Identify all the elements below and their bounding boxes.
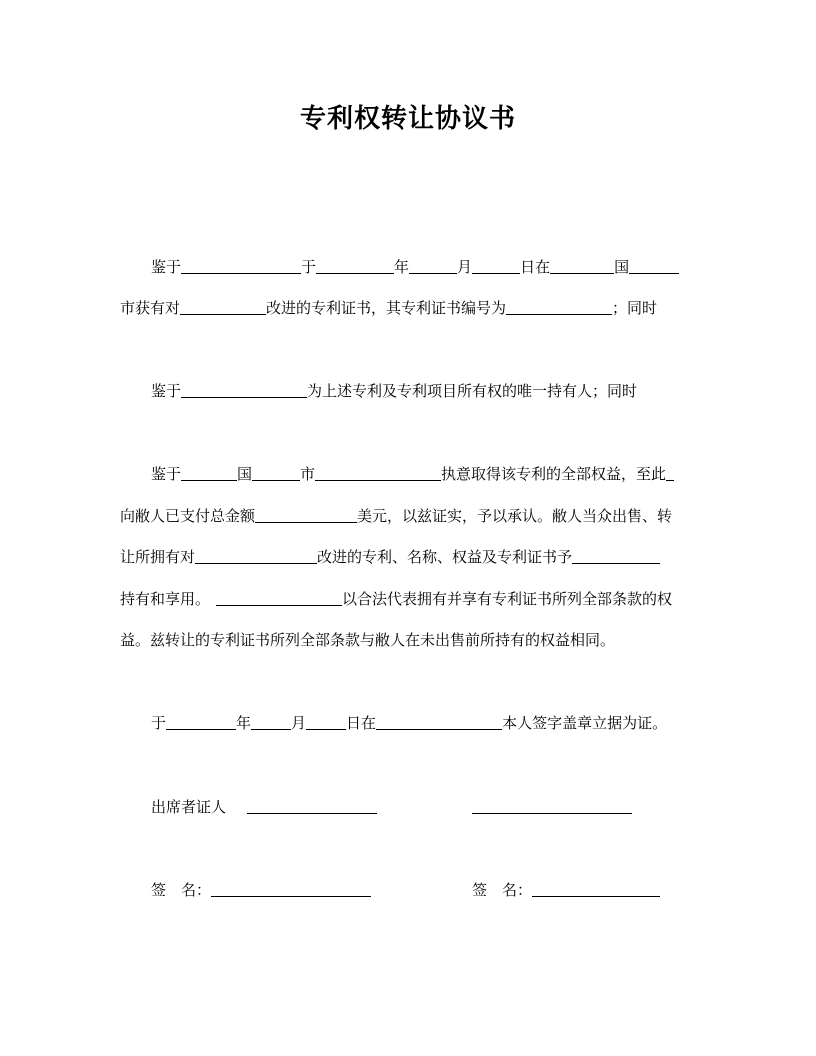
paragraph-1-line-2 bbox=[120, 297, 657, 319]
text-segment: 日在 bbox=[346, 714, 377, 732]
witness-signature-blank bbox=[472, 796, 632, 814]
text-segment: 以合法代表拥有并享有专利证书所列全部条款的权 bbox=[342, 590, 673, 608]
text-segment: 市 bbox=[300, 465, 316, 483]
blank-field bbox=[376, 712, 502, 730]
paragraph-3-line-1 bbox=[151, 463, 674, 485]
witness-label: 出席者证人 bbox=[151, 798, 227, 816]
blank-field bbox=[181, 463, 237, 481]
text-segment: 向敝人已支付总金额 bbox=[120, 507, 256, 525]
text-segment: 美元，以兹证实，予以承认。敝人当众出售、转 bbox=[357, 507, 673, 525]
paragraph-3-line-5 bbox=[120, 629, 615, 651]
text-segment: 鉴于 bbox=[151, 258, 182, 276]
blank-field bbox=[252, 463, 300, 481]
signature-blank bbox=[532, 879, 660, 897]
blank-field bbox=[315, 463, 441, 481]
text-segment: 年 bbox=[394, 258, 410, 276]
text-segment: 于 bbox=[151, 714, 167, 732]
blank-field bbox=[472, 256, 520, 274]
text-segment: 日在 bbox=[520, 258, 551, 276]
blank-field bbox=[306, 712, 346, 730]
text-segment: 鉴于 bbox=[151, 465, 182, 483]
text-segment: 本人签字盖章立据为证。 bbox=[502, 714, 668, 732]
text-segment: 改进的专利证书，其专利证书编号为 bbox=[266, 299, 507, 317]
text-segment: 持有和享用。 bbox=[120, 590, 211, 608]
paragraph-3-line-2 bbox=[120, 505, 672, 527]
blank-field bbox=[255, 505, 357, 523]
blank-field bbox=[550, 256, 614, 274]
witness-line bbox=[151, 796, 377, 818]
paragraph-3-line-4 bbox=[120, 588, 672, 610]
text-segment: 让所拥有对 bbox=[120, 548, 196, 566]
text-segment: 为上述专利及专利项目所有权的唯一持有人；同时 bbox=[307, 382, 638, 400]
blank-field bbox=[251, 712, 291, 730]
blank-field bbox=[216, 588, 342, 606]
text-segment: 年 bbox=[236, 714, 252, 732]
paragraph-4-line-1 bbox=[151, 712, 667, 734]
signature-label: 签 名： bbox=[472, 881, 533, 899]
text-segment: 于 bbox=[301, 258, 317, 276]
blank-field bbox=[181, 256, 301, 274]
text-segment: 改进的专利、名称、权益及专利证书予 bbox=[317, 548, 573, 566]
blank-field bbox=[180, 297, 266, 315]
blank-field bbox=[409, 256, 457, 274]
witness-line-second bbox=[472, 796, 632, 818]
text-segment: 市获有对 bbox=[120, 299, 181, 317]
text-segment: 月 bbox=[457, 258, 473, 276]
blank-field bbox=[666, 463, 674, 481]
text-segment: 国 bbox=[614, 258, 630, 276]
blank-field bbox=[181, 380, 307, 398]
paragraph-2-line-1 bbox=[151, 380, 637, 402]
paragraph-1-line-1 bbox=[151, 256, 679, 278]
text-segment: 执意取得该专利的全部权益，至此 bbox=[441, 465, 667, 483]
text-segment: 月 bbox=[291, 714, 307, 732]
blank-field bbox=[572, 546, 660, 564]
blank-field bbox=[316, 256, 394, 274]
blank-field bbox=[166, 712, 236, 730]
text-segment: 鉴于 bbox=[151, 382, 182, 400]
blank-field bbox=[195, 546, 317, 564]
paragraph-3-line-3 bbox=[120, 546, 660, 568]
blank-field bbox=[629, 256, 679, 274]
document-title: 专利权转让协议书 bbox=[299, 104, 516, 134]
signature-line-left bbox=[151, 879, 371, 901]
signature-label: 签 名： bbox=[151, 881, 212, 899]
signature-blank bbox=[211, 879, 371, 897]
text-segment: 益。兹转让的专利证书所列全部条款与敝人在未出售前所持有的权益相同。 bbox=[120, 631, 616, 649]
blank-field bbox=[506, 297, 612, 315]
text-segment: ；同时 bbox=[612, 299, 658, 317]
signature-line-right bbox=[472, 879, 660, 901]
witness-signature-blank bbox=[247, 796, 377, 814]
text-segment: 国 bbox=[237, 465, 253, 483]
